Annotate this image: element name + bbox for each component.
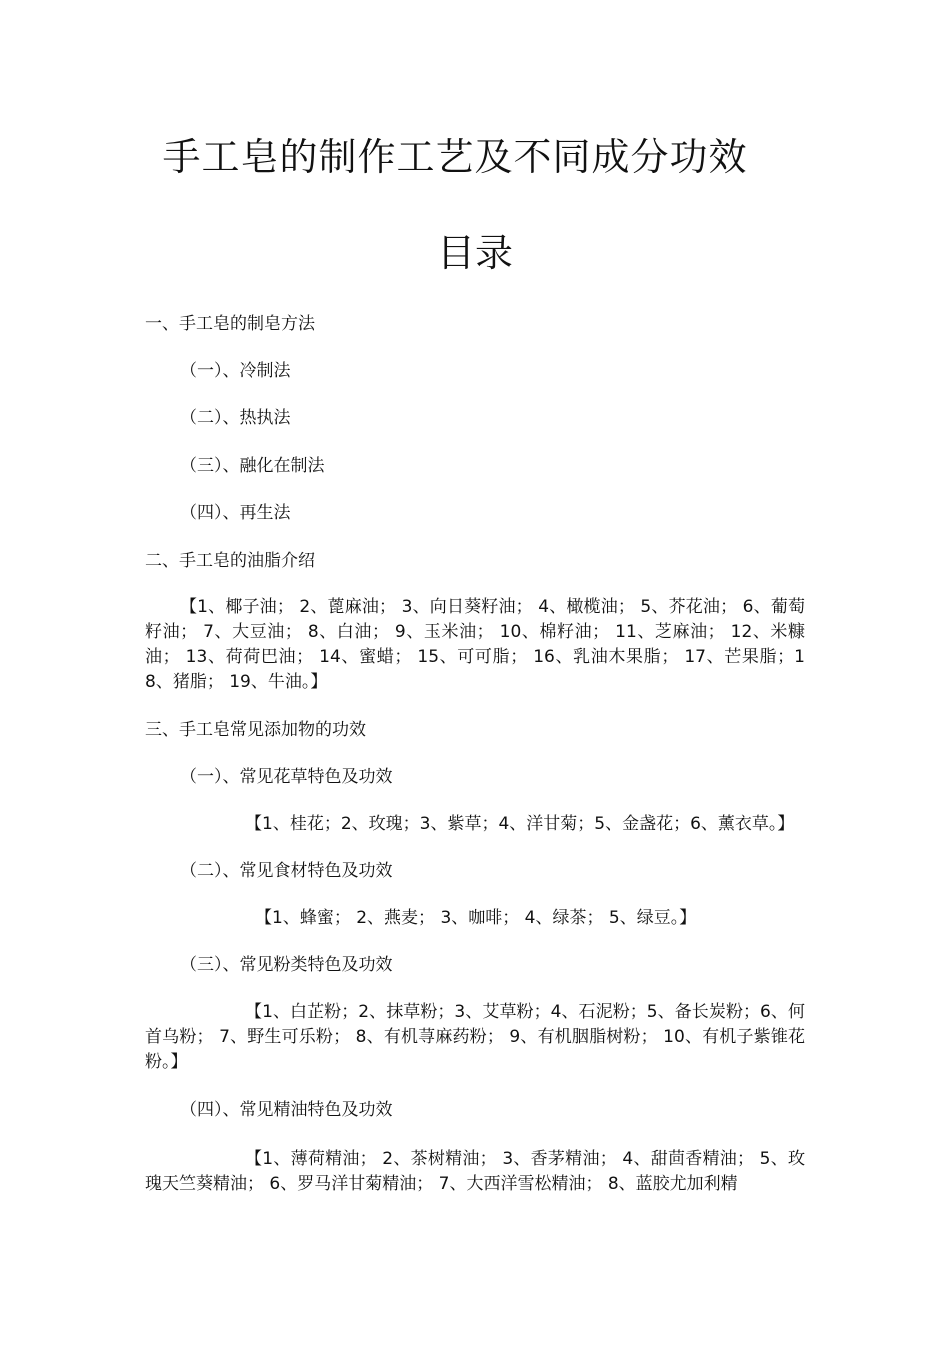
document-title: 手工皂的制作工艺及不同成分功效 — [162, 135, 748, 179]
toc-section-2: 二、手工皂的油脂介绍 — [145, 551, 315, 571]
toc-powder-list: 【1、白芷粉；2、抹草粉；3、艾草粉；4、石泥粉；5、备长炭粉；6、何首乌粉； 7、野生可乐粉； 8、有机荨麻药粉； 9、有机胭脂树粉； 10、有机子紫锥花粉。】 — [145, 1002, 805, 1072]
toc-item-3-2: （二）、常见食材特色及功效 — [180, 861, 393, 881]
toc-item-1-2: （二）、热执法 — [180, 408, 291, 428]
toc-section-1: 一、手工皂的制皂方法 — [145, 314, 315, 334]
toc-food-list: 【1、蜂蜜； 2、燕麦； 3、咖啡； 4、绿茶； 5、绿豆。】 — [255, 908, 697, 928]
toc-section-3: 三、手工皂常见添加物的功效 — [145, 720, 366, 740]
toc-oil-list: 【1、椰子油； 2、蓖麻油； 3、向日葵籽油； 4、橄榄油； 5、芥花油； 6、葡萄籽油； 7、大豆油； 8、白油； 9、玉米油； 10、棉籽油； 11、芝麻油； 12、米糠油； 13、荷荷巴油； 14、蜜蜡； 15、可可脂； 16、乳油木果脂； 17、芒果脂；18、猪脂； 19、牛油。】 — [145, 597, 805, 692]
toc-item-1-4: （四）、再生法 — [180, 503, 291, 523]
toc-item-3-4: （四）、常见精油特色及功效 — [180, 1100, 393, 1120]
toc-item-1-1: （一）、冷制法 — [180, 361, 291, 381]
toc-item-3-1: （一）、常见花草特色及功效 — [180, 767, 393, 787]
toc-item-3-3: （三）、常见粉类特色及功效 — [180, 955, 393, 975]
toc-item-1-3: （三）、融化在制法 — [180, 456, 325, 476]
toc-heading: 目录 — [436, 231, 513, 275]
toc-essential-oil-list: 【1、薄荷精油； 2、茶树精油； 3、香茅精油； 4、甜茴香精油； 5、玫瑰天竺葵精油； 6、罗马洋甘菊精油； 7、大西洋雪松精油； 8、蓝胶尤加利精 — [145, 1149, 805, 1194]
toc-herb-list: 【1、桂花；2、玫瑰；3、紫草；4、洋甘菊；5、金盏花；6、薰衣草。】 — [245, 814, 795, 834]
